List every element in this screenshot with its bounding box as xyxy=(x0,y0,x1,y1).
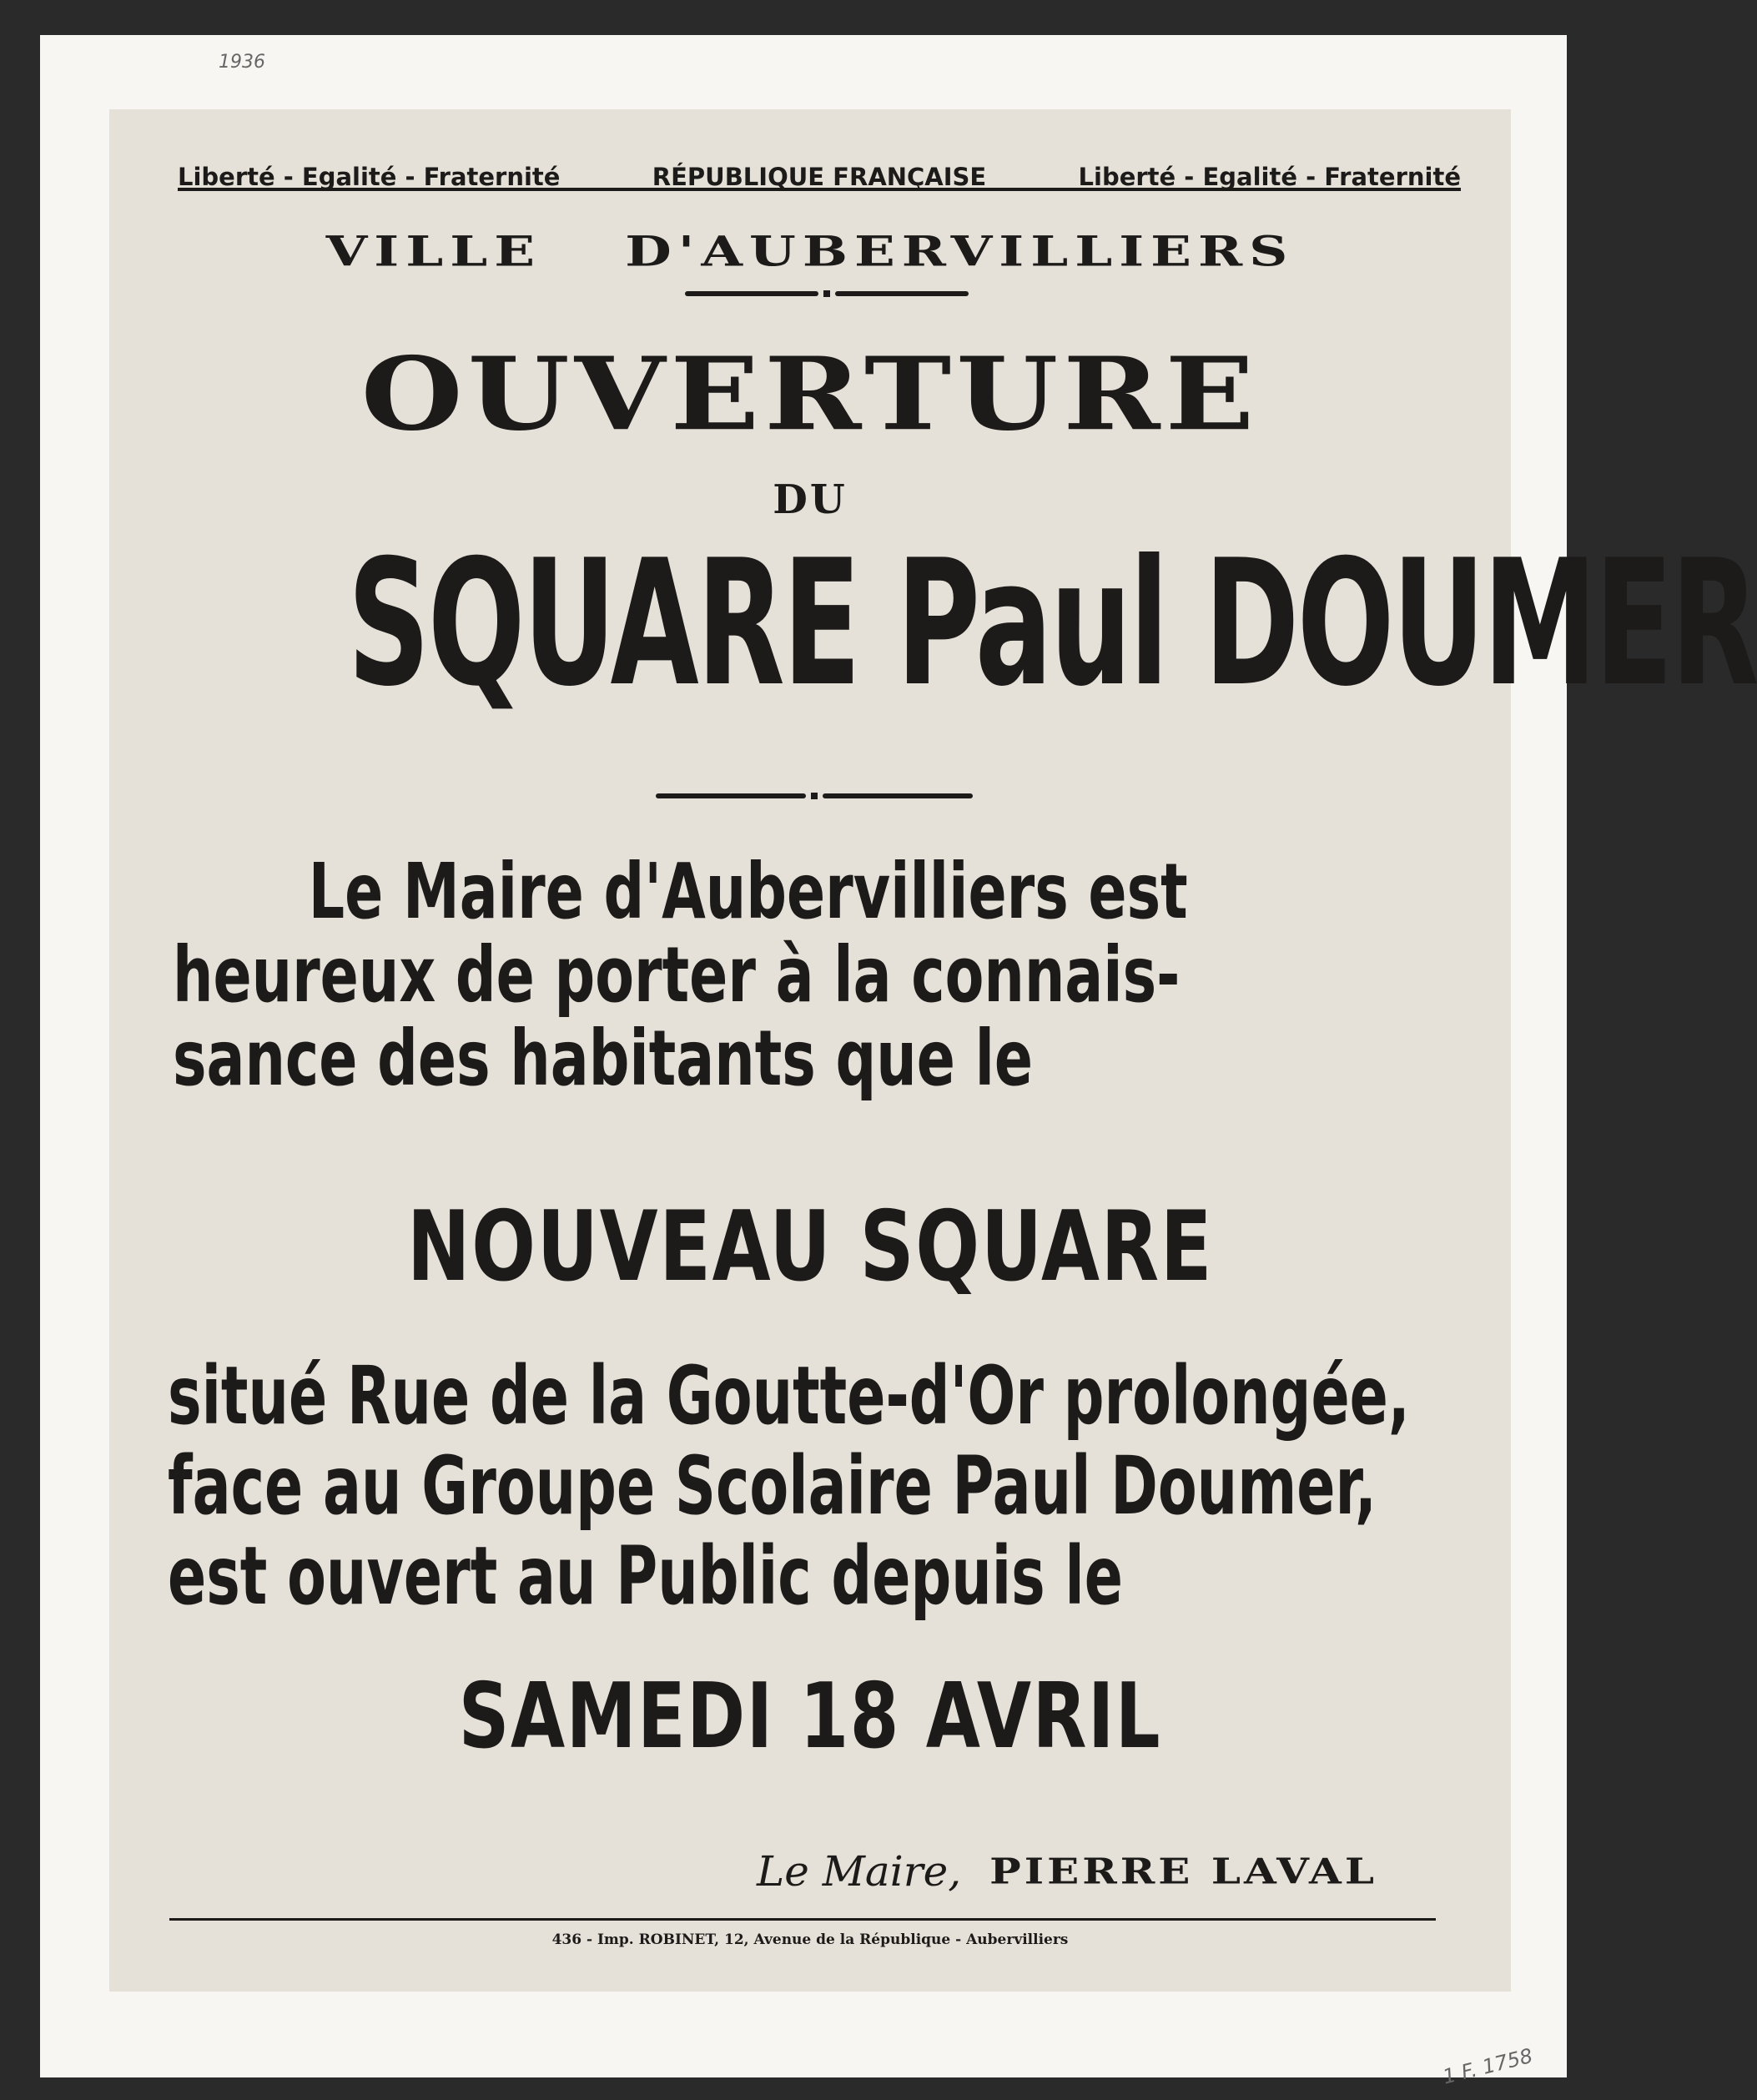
location-paragraph xyxy=(168,1351,1518,1621)
location-line-2: face au Groupe Scolaire Paul Doumer, xyxy=(168,1439,1377,1533)
du-word: DU xyxy=(773,476,848,523)
ornament-divider-middle xyxy=(656,792,973,800)
opening-date: SAMEDI 18 AVRIL xyxy=(458,1664,1162,1769)
nouveau-square-heading: NOUVEAU SQUARE xyxy=(406,1191,1214,1303)
ornament-divider-top xyxy=(685,290,969,298)
announcement-paragraph xyxy=(173,847,1506,1103)
header-rule xyxy=(178,188,1461,191)
ville-heading: VILLE D'AUBERVILLIERS xyxy=(325,227,1295,276)
footer-rule xyxy=(169,1918,1436,1921)
poster xyxy=(109,109,1757,1992)
announcement-line-2: heureux de porter à la connais- xyxy=(173,930,1181,1020)
signature-role: Le Maire, xyxy=(757,1847,962,1896)
announcement-line-3: sance des habitants que le xyxy=(173,1014,1034,1103)
motto-right: Liberté - Egalité - Fraternité xyxy=(1078,163,1461,191)
signature-block xyxy=(757,1846,1377,1896)
ouverture-title: OUVERTURE xyxy=(360,335,1260,454)
location-line-3: est ouvert au Public depuis le xyxy=(168,1529,1124,1623)
handwritten-date: 1936 xyxy=(219,52,265,73)
motto-left: Liberté - Egalité - Fraternité xyxy=(178,163,561,191)
announcement-line-1: Le Maire d'Aubervilliers est xyxy=(308,847,1188,936)
shelfmark: 1 F. 1758 xyxy=(1440,2043,1535,2089)
printer-imprint: 436 - Imp. ROBINET, 12, Avenue de la République - Aubervilliers xyxy=(551,1931,1069,1948)
square-paul-doumer-title: SQUARE Paul DOUMER xyxy=(347,523,1757,725)
signature-name: PIERRE LAVAL xyxy=(989,1850,1377,1892)
header-line xyxy=(178,153,1461,191)
republique-francaise: RÉPUBLIQUE FRANÇAISE xyxy=(652,163,987,191)
location-line-1: situé Rue de la Goutte-d'Or prolongée, xyxy=(168,1349,1410,1443)
